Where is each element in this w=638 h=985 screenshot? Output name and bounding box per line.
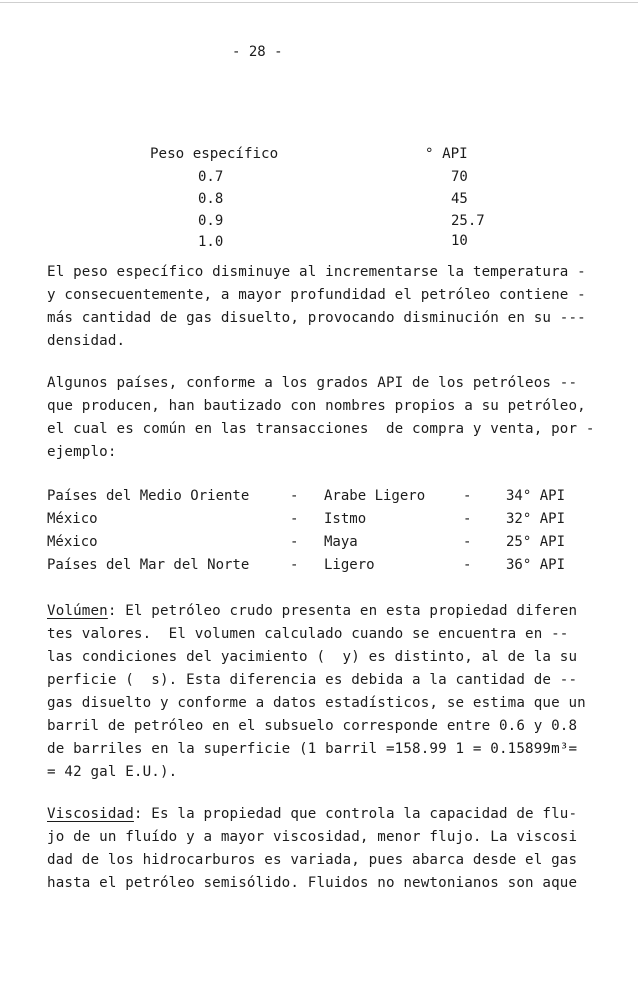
text-line: tes valores. El volumen calculado cuando se encuentra en -- (47, 626, 569, 642)
crude-dash: - (290, 488, 299, 504)
text-line: ejemplo: (47, 444, 117, 460)
text-line: y consecuentemente, a mayor profundidad el petróleo contiene - (47, 287, 586, 303)
text-line: las condiciones del yacimiento ( y) es distinto, al de la su (47, 649, 578, 665)
text-line: dad de los hidrocarburos es variada, pues abarca desde el gas (47, 852, 578, 868)
crude-dash: - (463, 557, 472, 573)
text-line (47, 604, 577, 618)
viscosidad-heading: Viscosidad (47, 806, 134, 822)
text-line: Algunos países, conforme a los grados API de los petróleos -- (47, 375, 578, 391)
api-table-row-api: 70 (451, 169, 468, 185)
text-line (47, 807, 577, 821)
crude-name: Istmo (324, 511, 367, 527)
crude-dash: - (463, 511, 472, 527)
crude-dash: - (290, 511, 299, 527)
text-line: hasta el petróleo semisólido. Fluidos no newtonianos son aque (47, 875, 578, 891)
crude-country: México (47, 534, 98, 550)
page-top-border (0, 2, 638, 3)
text-line: gas disuelto y conforme a datos estadísticos, se estima que un (47, 695, 586, 711)
api-table-row-api: 25.7 (451, 213, 485, 229)
text-line: barril de petróleo en el subsuelo corresponde entre 0.6 y 0.8 (47, 718, 578, 734)
text-line: jo de un fluído y a mayor viscosidad, menor flujo. La viscosi (47, 829, 578, 845)
text-line: = 42 gal E.U.). (47, 764, 178, 780)
crude-api: 25° API (506, 534, 566, 550)
crude-dash: - (463, 534, 472, 550)
text-line: El peso específico disminuye al incrementarse la temperatura - (47, 264, 586, 280)
crude-name: Arabe Ligero (324, 488, 426, 504)
volumen-text: : El petróleo crudo presenta en esta propiedad diferen (107, 603, 578, 619)
crude-country: Países del Medio Oriente (47, 488, 250, 504)
crude-dash: - (290, 557, 299, 573)
crude-api: 34° API (506, 488, 566, 504)
crude-dash: - (463, 488, 472, 504)
crude-api: 32° API (506, 511, 566, 527)
text-line: el cual es común en las transacciones de compra y venta, por - (47, 421, 595, 437)
volumen-heading: Volúmen (47, 603, 108, 619)
text-line: más cantidad de gas disuelto, provocando disminución en su --- (47, 310, 586, 326)
crude-name: Ligero (324, 557, 375, 573)
api-table-row-peso: 0.7 (198, 169, 224, 185)
crude-api: 36° API (506, 557, 566, 573)
crude-country: Países del Mar del Norte (47, 557, 250, 573)
crude-dash: - (290, 534, 299, 550)
api-table-header-peso: Peso específico (150, 146, 279, 162)
text-line: que producen, han bautizado con nombres propios a su petróleo, (47, 398, 586, 414)
page-number: - 28 - (232, 44, 283, 60)
text-line: densidad. (47, 333, 126, 349)
api-table-row-api: 45 (451, 191, 468, 207)
api-table-header-api: ° API (425, 146, 468, 162)
crude-name: Maya (324, 534, 358, 550)
api-table-row-peso: 0.9 (198, 213, 224, 229)
api-table-row-peso: 0.8 (198, 191, 224, 207)
api-table-row-peso: 1.0 (198, 234, 224, 250)
crude-country: México (47, 511, 98, 527)
text-line: de barriles en la superficie (1 barril =158.99 1 = 0.15899m³= (47, 741, 578, 757)
text-line: perficie ( s). Esta diferencia es debida a la cantidad de -- (47, 672, 578, 688)
api-table-row-api: 10 (451, 233, 468, 249)
viscosidad-text: : Es la propiedad que controla la capacidad de flu- (133, 806, 578, 822)
